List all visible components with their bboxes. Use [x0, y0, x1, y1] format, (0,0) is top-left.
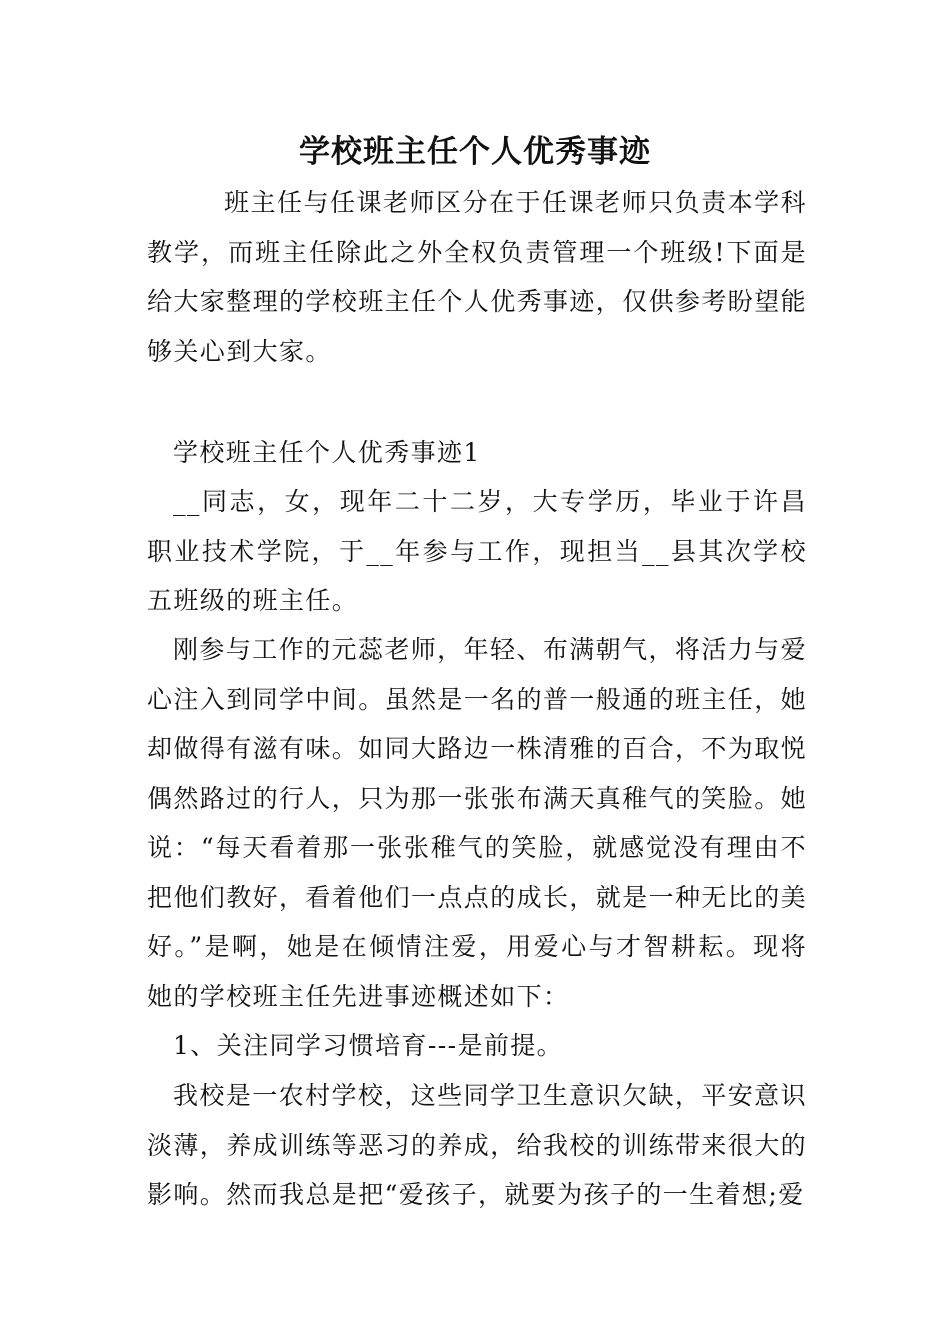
paragraph-2: 刚参与工作的元蕊老师，年轻、布满朝气，将活力与爱心注入到同学中间。虽然是一名的普一般通的班主任，她却做得有滋有味。如同大路边一株清雅的百合，不为取悦偶然路过的行人，只为那一张张布满天真稚气的笑脸。她说：“每天看着那一张张稚气的笑脸，就感觉没有理由不把他们教好，看着他们一点点的成长，就是一种无比的美好。”是啊，她是在倾情注爱，用爱心与才智耕耘。现将她的学校班主任先进事迹概述如下：	[147, 635, 808, 1011]
paragraph-3: 1、关注同学习惯培育---是前提。	[173, 1031, 564, 1060]
section-heading: 学校班主任个人优秀事迹1	[173, 438, 481, 467]
paragraph-1: __同志，女，现年二十二岁，大专学历，毕业于许昌职业技术学院，于__年参与工作，现担当__县其次学校五班级的班主任。	[147, 487, 807, 615]
paragraph-4: 我校是一农村学校，这些同学卫生意识欠缺，平安意识淡薄，养成训练等恶习的养成，给我校的训练带来很大的影响。然而我总是把“爱孩子，就要为孩子的一生着想;爱	[147, 1081, 808, 1209]
document-title: 学校班主任个人优秀事迹	[299, 134, 651, 170]
intro-paragraph: 班主任与任课老师区分在于任课老师只负责本学科教学，而班主任除此之外全权负责管理一个班级!下面是给大家整理的学校班主任个人优秀事迹，仅供参考盼望能够关心到大家。	[147, 188, 808, 366]
